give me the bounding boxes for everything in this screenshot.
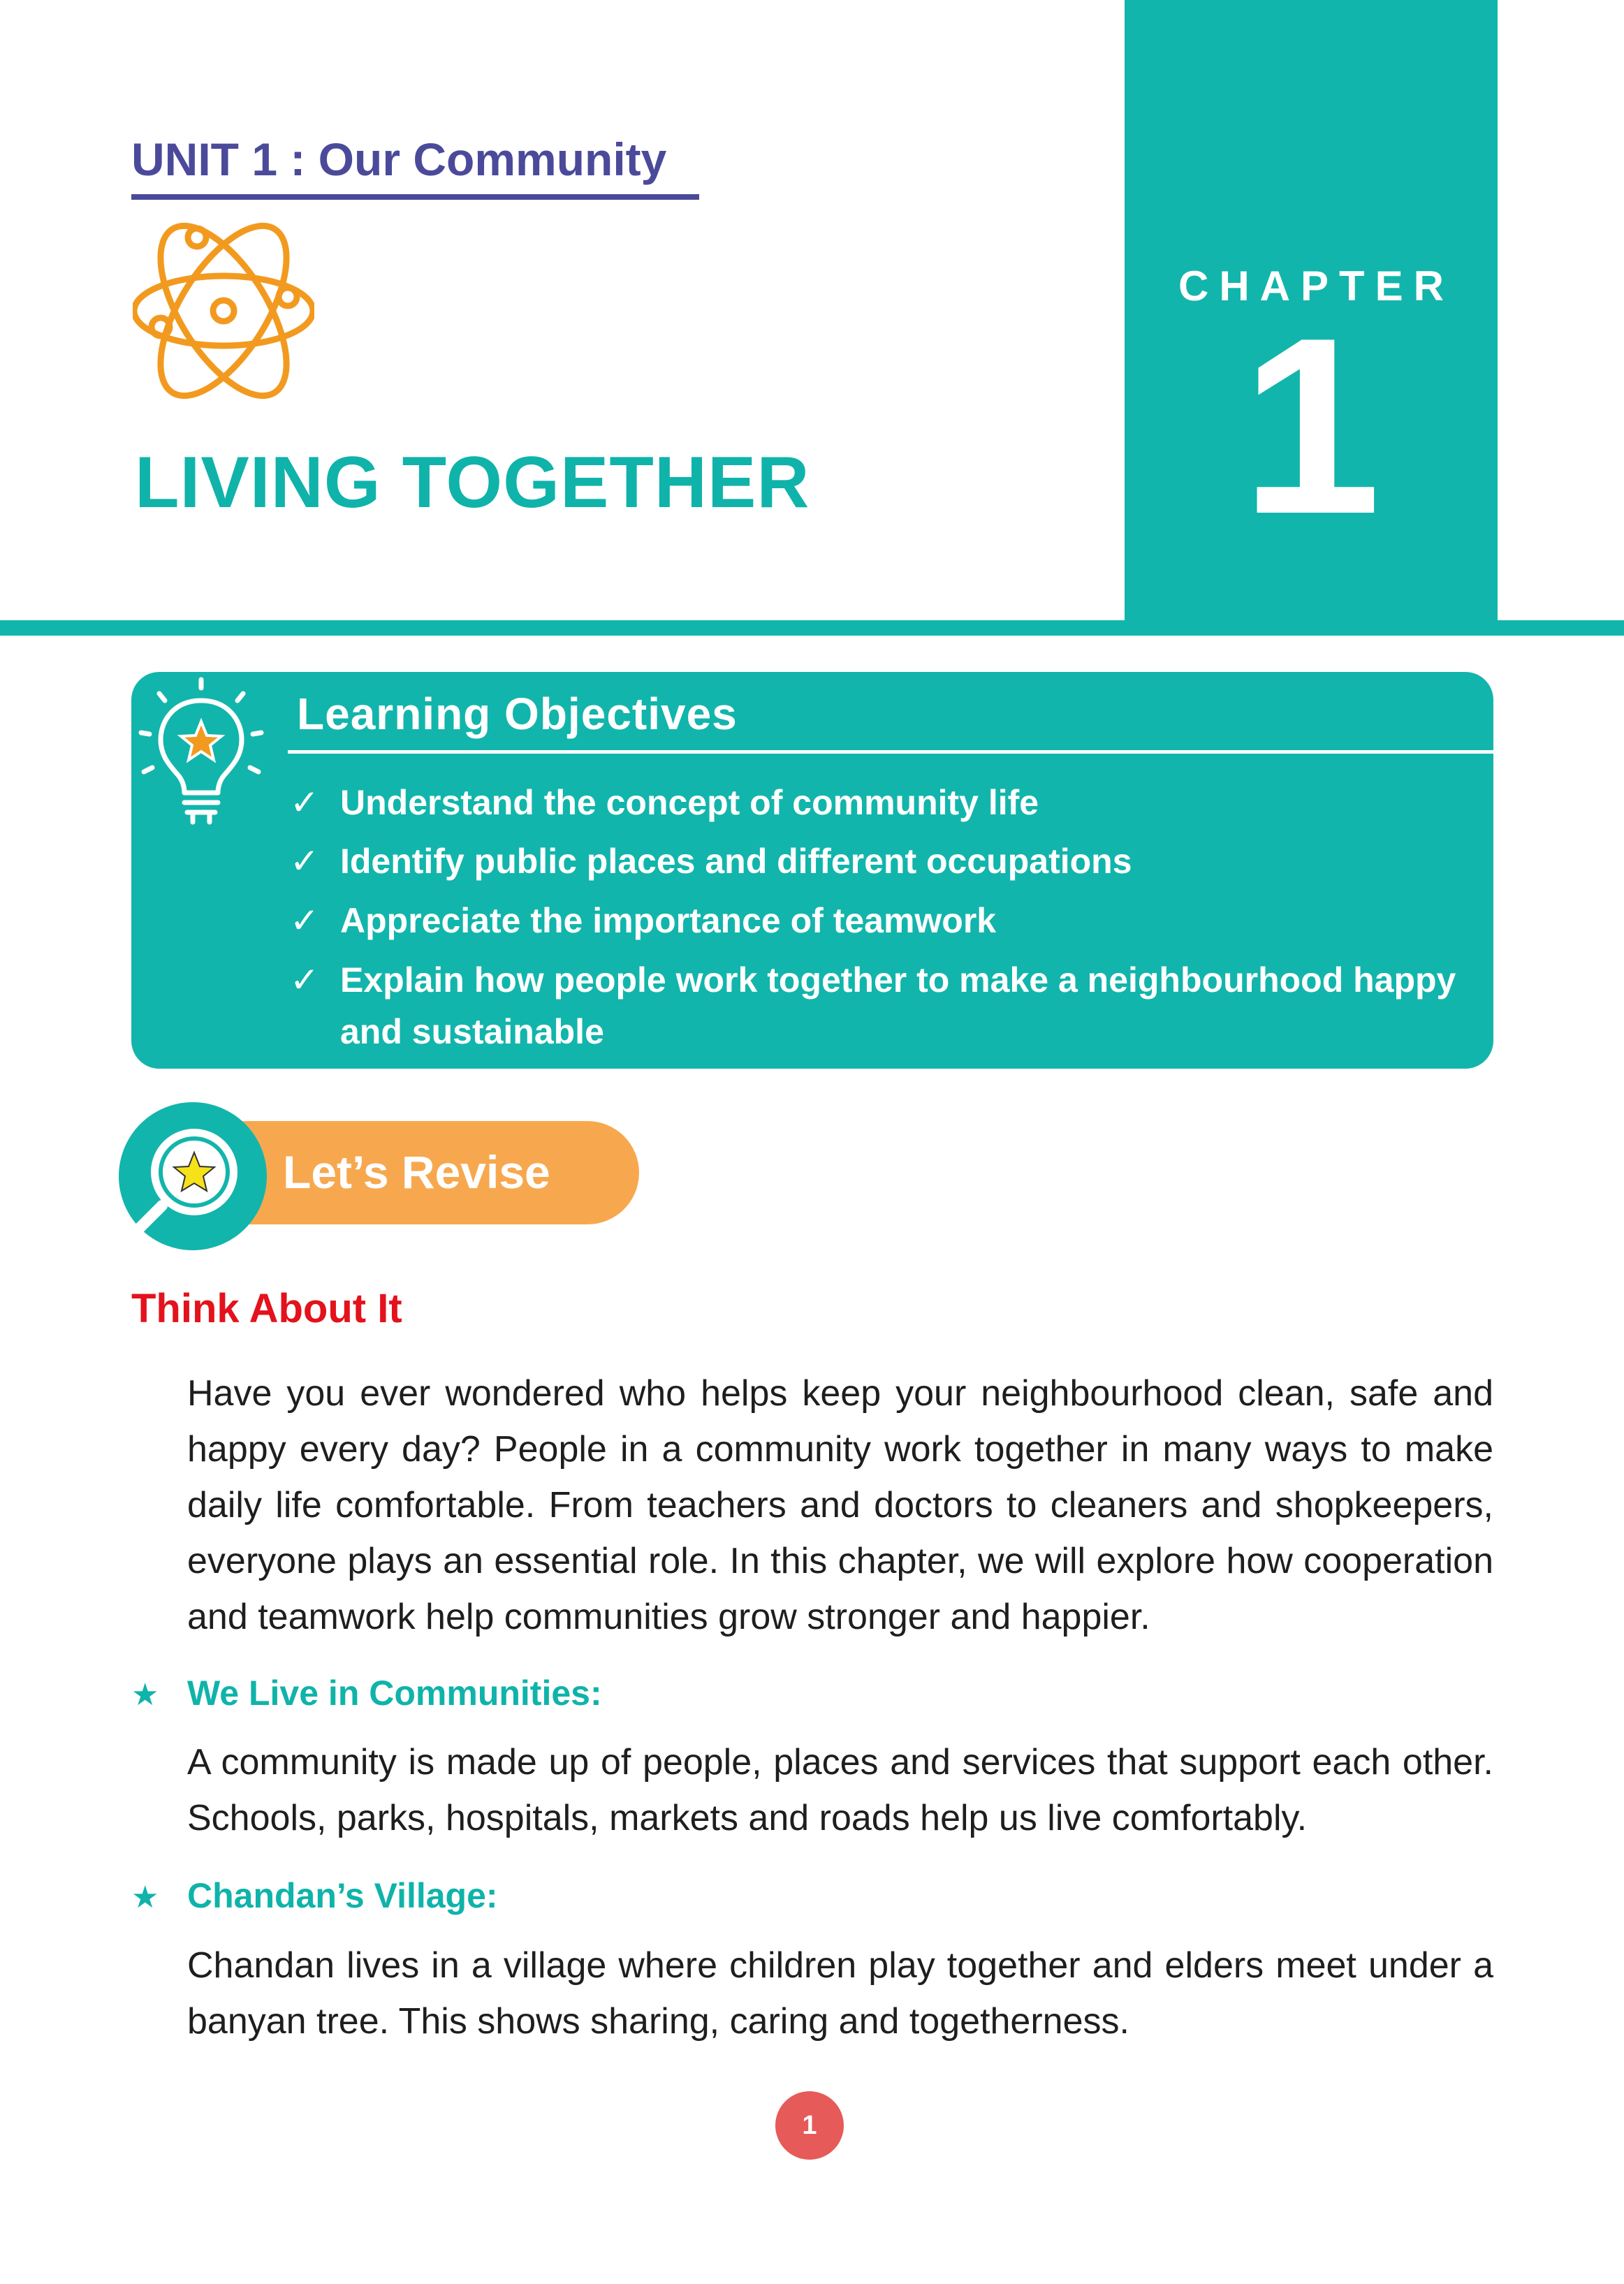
objective-item: ✓ Appreciate the importance of teamwork bbox=[290, 895, 340, 946]
think-about-it-heading: Think About It bbox=[131, 1286, 402, 1331]
learning-objectives-title: Learning Objectives bbox=[297, 689, 738, 739]
chapter-label: CHAPTER bbox=[1178, 263, 1454, 309]
header-divider bbox=[0, 620, 1624, 636]
magnifier-star-icon bbox=[119, 1102, 267, 1250]
chapter-title: LIVING TOGETHER bbox=[135, 442, 810, 523]
learning-objectives-underline bbox=[288, 750, 1493, 754]
section-heading: ★ Chandan’s Village: bbox=[131, 1876, 498, 1915]
section-heading: ★ We Live in Communities: bbox=[131, 1674, 602, 1713]
atom-icon bbox=[133, 210, 314, 412]
objective-item: ✓ Explain how people work together to make a neighbourhood happy bbox=[290, 954, 340, 1006]
star-bullet-icon: ★ bbox=[131, 1678, 159, 1712]
checkmark-icon: ✓ bbox=[290, 842, 319, 881]
think-about-it-paragraph: Have you ever wondered who helps keep your neighbourhood clean, safe and happy every day? People in a community work together in many ways to make daily life comfortable. From teachers and doctors to cleaners and shopkeepers, everyone plays an essential role. In this chapter, we will explore how cooperation and teamwork help communities grow stronger and happier. bbox=[187, 1373, 1493, 1637]
lightbulb-star-icon bbox=[131, 674, 271, 828]
unit-title-underline bbox=[131, 194, 699, 200]
objective-item: ✓ Identify public places and different occupations bbox=[290, 835, 340, 887]
checkmark-icon: ✓ bbox=[290, 783, 319, 822]
checkmark-icon: ✓ bbox=[290, 960, 319, 1000]
checkmark-icon: ✓ bbox=[290, 901, 319, 940]
lets-revise-label: Let’s Revise bbox=[283, 1146, 550, 1198]
objective-item-continuation: and sustainable bbox=[340, 1012, 604, 1051]
chapter-number: 1 bbox=[1241, 286, 1382, 566]
star-bullet-icon: ★ bbox=[131, 1880, 159, 1915]
section-paragraph: A community is made up of people, places and services that support each other. Schools, parks, hospitals, markets and roads help us live comfortably. bbox=[187, 1742, 1493, 1838]
page-number: 1 bbox=[775, 2091, 844, 2160]
objective-item: ✓ Understand the concept of community life bbox=[290, 777, 340, 828]
section-paragraph: Chandan lives in a village where children play together and elders meet under a banyan tree. This shows sharing, caring and togetherness. bbox=[187, 1945, 1493, 2042]
unit-title: UNIT 1 : Our Community bbox=[131, 133, 667, 185]
